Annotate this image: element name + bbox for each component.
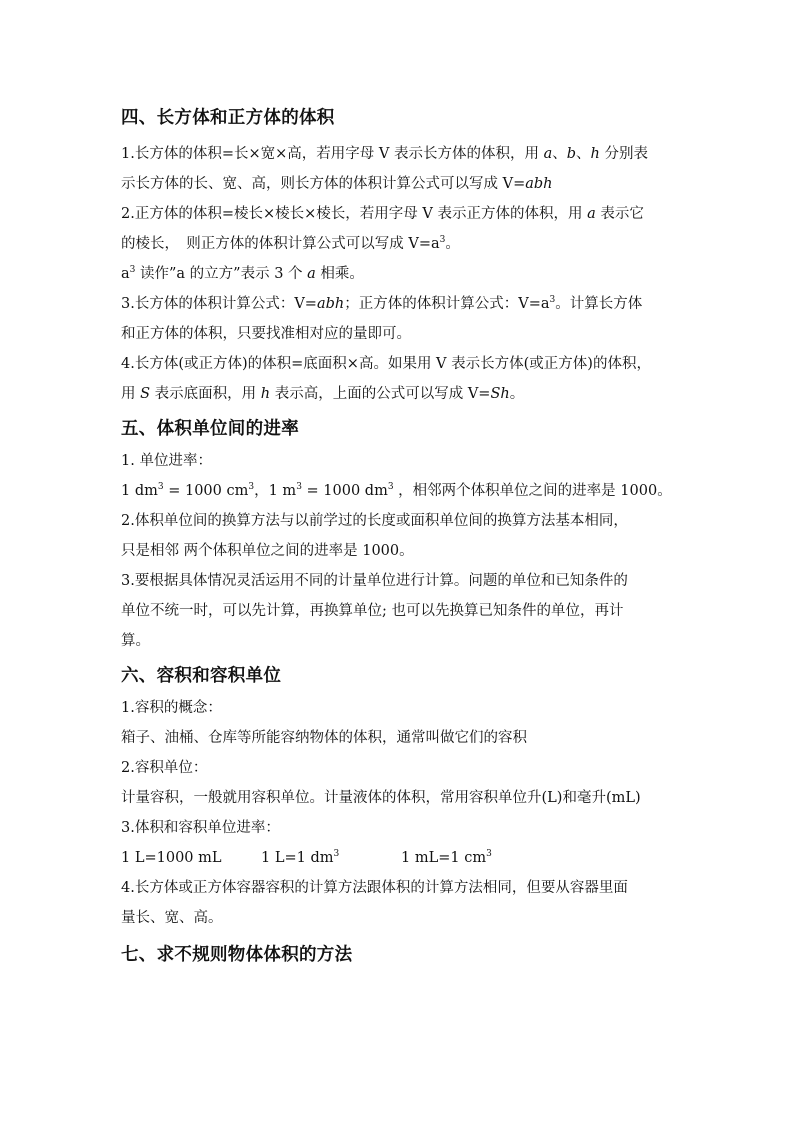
s6-conversion-row: [121, 843, 681, 873]
exponent: 3: [129, 265, 136, 276]
section-4-title: 四、长方体和正方体的体积: [121, 108, 335, 128]
text: 箱子、油桶、仓库等所能容纳物体的体积，通常叫做它们的容积: [121, 730, 527, 746]
text: 4.长方体(或正方体)的体积=底面积×高。如果用 V 表示长方体(或正方体)的体积，: [121, 356, 651, 372]
var-h: h: [590, 146, 600, 162]
sep: 、: [552, 146, 567, 162]
s4-para-1-cont: [121, 169, 681, 199]
s4-para-2: [121, 199, 681, 229]
text: 。: [509, 386, 525, 402]
text: 1 mL=1 cm: [401, 850, 487, 866]
s6-para-3: [121, 753, 681, 783]
text: = 1000 dm: [301, 483, 388, 499]
text: 和正方体的体积，只要找准相对应的量即可。: [121, 326, 411, 342]
text: 量长、宽、高。: [121, 910, 223, 926]
conversion-2: [261, 843, 401, 873]
s5-para-3-cont: [121, 536, 681, 566]
s5-para-3: [121, 506, 681, 536]
text: 4.长方体或正方体容器容积的计算方法跟体积的计算方法相同，但要从容器里面: [121, 880, 628, 896]
text: 表示高，上面的公式可以写成 V=: [270, 386, 491, 402]
text: a: [121, 266, 130, 282]
text: 1.长方体的体积=长×宽×高，若用字母 V 表示长方体的体积，用: [121, 146, 544, 162]
text: 读作”a 的立方”表示 3 个: [135, 266, 308, 282]
var-b: b: [566, 146, 577, 162]
text: 1 dm: [121, 483, 158, 499]
exponent: 3: [157, 482, 164, 493]
exponent: 3: [296, 482, 302, 493]
text: 。: [445, 236, 460, 252]
text: 只是相邻 两个体积单位之间的进率是 1000。: [121, 543, 414, 559]
s4-para-1: [121, 139, 681, 169]
section-6-title: 六、容积和容积单位: [121, 666, 282, 686]
exponent: 3: [486, 849, 492, 860]
text: 3.要根据具体情况灵活运用不同的计量单位进行计算。问题的单位和已知条件的: [121, 573, 628, 589]
formula: Sh: [490, 386, 510, 402]
text: 3.长方体的体积计算公式：V=: [121, 296, 317, 312]
exponent: 3: [549, 295, 556, 306]
exponent: 3: [387, 482, 394, 493]
text: 计量容积，一般就用容积单位。计量液体的体积，常用容积单位升(L)和毫升(mL): [121, 790, 641, 806]
s6-para-4: [121, 783, 681, 813]
text: 算。: [121, 633, 150, 649]
s6-para-2: [121, 723, 681, 753]
text: 表示它: [595, 206, 644, 222]
s5-para-4-end: [121, 626, 681, 656]
text: 的棱长， 则正方体的体积计算公式可以写成 V=a: [121, 236, 440, 252]
var-S: S: [140, 386, 151, 402]
s5-para-1: [121, 446, 681, 476]
s4-para-3: [121, 259, 681, 289]
s4-para-5: [121, 349, 681, 379]
s4-para-4: [121, 289, 681, 319]
text: 。计算长方体: [555, 296, 643, 312]
sep: 、: [576, 146, 591, 162]
s4-para-4-cont: [121, 319, 681, 349]
text: 2.正方体的体积=棱长×棱长×棱长，若用字母 V 表示正方体的体积，用: [121, 206, 588, 222]
text: 2.容积单位：: [121, 760, 208, 776]
s6-para-7-cont: [121, 903, 681, 933]
s5-para-4-cont: [121, 596, 681, 626]
document-content: [121, 104, 681, 966]
var-a: a: [587, 206, 596, 222]
text: 1 L=1 dm: [261, 850, 334, 866]
text: = 1000 cm: [163, 483, 249, 499]
s6-para-1: [121, 693, 681, 723]
formula: abh: [316, 296, 345, 312]
var-h: h: [260, 386, 271, 402]
text: ，相邻两个体积单位之间的进率是 1000。: [393, 483, 672, 499]
formula: abh: [525, 176, 553, 192]
s4-para-5-cont: [121, 379, 681, 409]
text: 用: [121, 386, 141, 402]
text: 相乘。: [315, 266, 364, 282]
var-a: a: [307, 266, 316, 282]
conversion-3: [401, 850, 492, 866]
text: 3.体积和容积单位进率：: [121, 820, 280, 836]
section-5-title: 五、体积单位间的进率: [121, 419, 299, 439]
text: 单位不统一时，可以先计算，再换算单位; 也可以先换算已知条件的单位，再计: [121, 603, 624, 619]
s6-para-5: [121, 813, 681, 843]
text: ，1 m: [254, 483, 297, 499]
text: 2.体积单位间的换算方法与以前学过的长度或面积单位间的换算方法基本相同，: [121, 513, 628, 529]
conversion-1: 1 L=1000 mL: [121, 850, 222, 866]
text: 分别表: [599, 146, 648, 162]
s6-para-7: [121, 873, 681, 903]
text: ；正方体的体积计算公式：V=a: [344, 296, 550, 312]
exponent: 3: [248, 482, 255, 493]
s4-para-2-cont: [121, 229, 681, 259]
exponent: 3: [439, 235, 446, 246]
text: 示长方体的长、宽、高，则长方体的体积计算公式可以写成 V=: [121, 176, 526, 192]
s5-para-4: [121, 566, 681, 596]
var-a: a: [543, 146, 553, 162]
text: 1.容积的概念：: [121, 700, 222, 716]
text: 表示底面积，用: [150, 386, 261, 402]
section-7-title: 七、求不规则物体体积的方法: [121, 945, 353, 965]
text: 1. 单位进率：: [121, 453, 212, 469]
exponent: 3: [333, 849, 340, 860]
s5-para-2: [121, 476, 681, 506]
